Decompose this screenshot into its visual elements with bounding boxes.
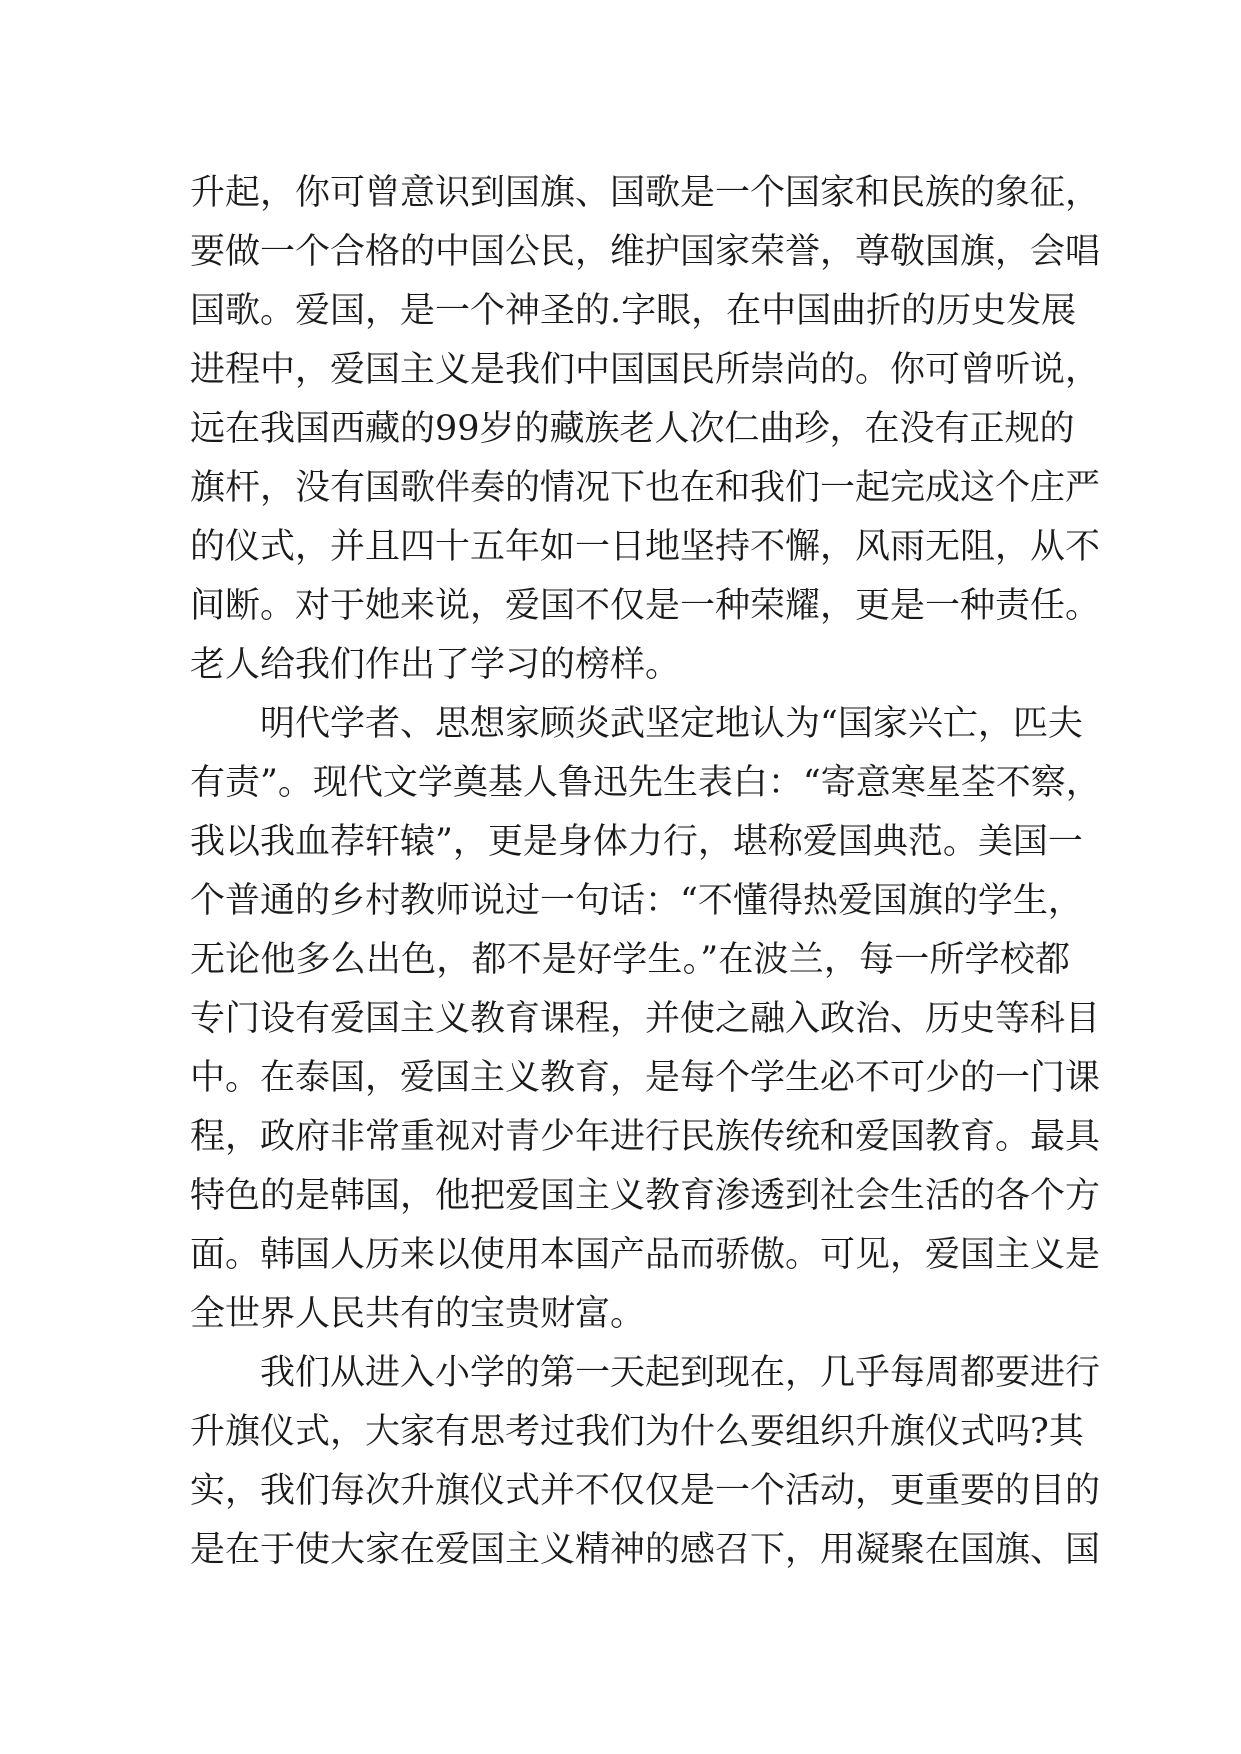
text-line: 无论他多么出色，都不是好学生。”在波兰，每一所学校都 <box>190 940 1070 980</box>
text-line: 个普通的乡村教师说过一句话：“不懂得热爱国旗的学生， <box>190 881 1083 921</box>
body-text <box>190 164 1101 1580</box>
text-line: 专门设有爱国主义教育课程，并使之融入政治、历史等科目 <box>190 999 1101 1039</box>
text-line: 全世界人民共有的宝贵财富。 <box>190 1294 646 1334</box>
text-line: 升旗仪式，大家有思考过我们为什么要组织升旗仪式吗?其 <box>190 1412 1084 1452</box>
text-line: 升起，你可曾意识到国旗、国歌是一个国家和民族的象征， <box>190 173 1101 213</box>
text-line: 旗杆，没有国歌伴奏的情况下也在和我们一起完成这个庄严 <box>190 468 1101 508</box>
text-line: 是在于使大家在爱国主义精神的感召下，用凝聚在国旗、国 <box>190 1530 1101 1570</box>
text-line: 间断。对于她来说，爱国不仅是一种荣耀，更是一种责任。 <box>190 586 1101 626</box>
text-line: 我们从进入小学的第一天起到现在，几乎每周都要进行 <box>260 1353 1101 1393</box>
text-line: 程，政府非常重视对青少年进行民族传统和爱国教育。最具 <box>190 1117 1101 1157</box>
text-line: 有责”。现代文学奠基人鲁迅先生表白：“寄意寒星荃不察， <box>190 763 1101 803</box>
text-line: 的仪式，并且四十五年如一日地坚持不懈，风雨无阻，从不 <box>190 527 1101 567</box>
text-line: 实，我们每次升旗仪式并不仅仅是一个活动，更重要的目的 <box>190 1471 1101 1511</box>
text-line: 老人给我们作出了学习的榜样。 <box>190 645 681 685</box>
text-line: 我以我血荐轩辕”，更是身体力行，堪称爱国典范。美国一 <box>190 822 1083 862</box>
text-line: 明代学者、思想家顾炎武坚定地认为“国家兴亡，匹夫 <box>260 704 1083 744</box>
text-line: 面。韩国人历来以使用本国产品而骄傲。可见，爱国主义是 <box>190 1235 1101 1275</box>
text-line: 远在我国西藏的99岁的藏族老人次仁曲珍，在没有正规的 <box>190 409 1075 449</box>
text-line: 特色的是韩国，他把爱国主义教育渗透到社会生活的各个方 <box>190 1176 1101 1216</box>
text-line: 中。在泰国，爱国主义教育，是每个学生必不可少的一门课 <box>190 1058 1101 1098</box>
text-line: 国歌。爱国，是一个神圣的.字眼，在中国曲折的历史发展 <box>190 291 1077 331</box>
text-line: 要做一个合格的中国公民，维护国家荣誉，尊敬国旗，会唱 <box>190 232 1101 272</box>
text-line: 进程中，爱国主义是我们中国国民所崇尚的。你可曾听说， <box>190 350 1101 390</box>
